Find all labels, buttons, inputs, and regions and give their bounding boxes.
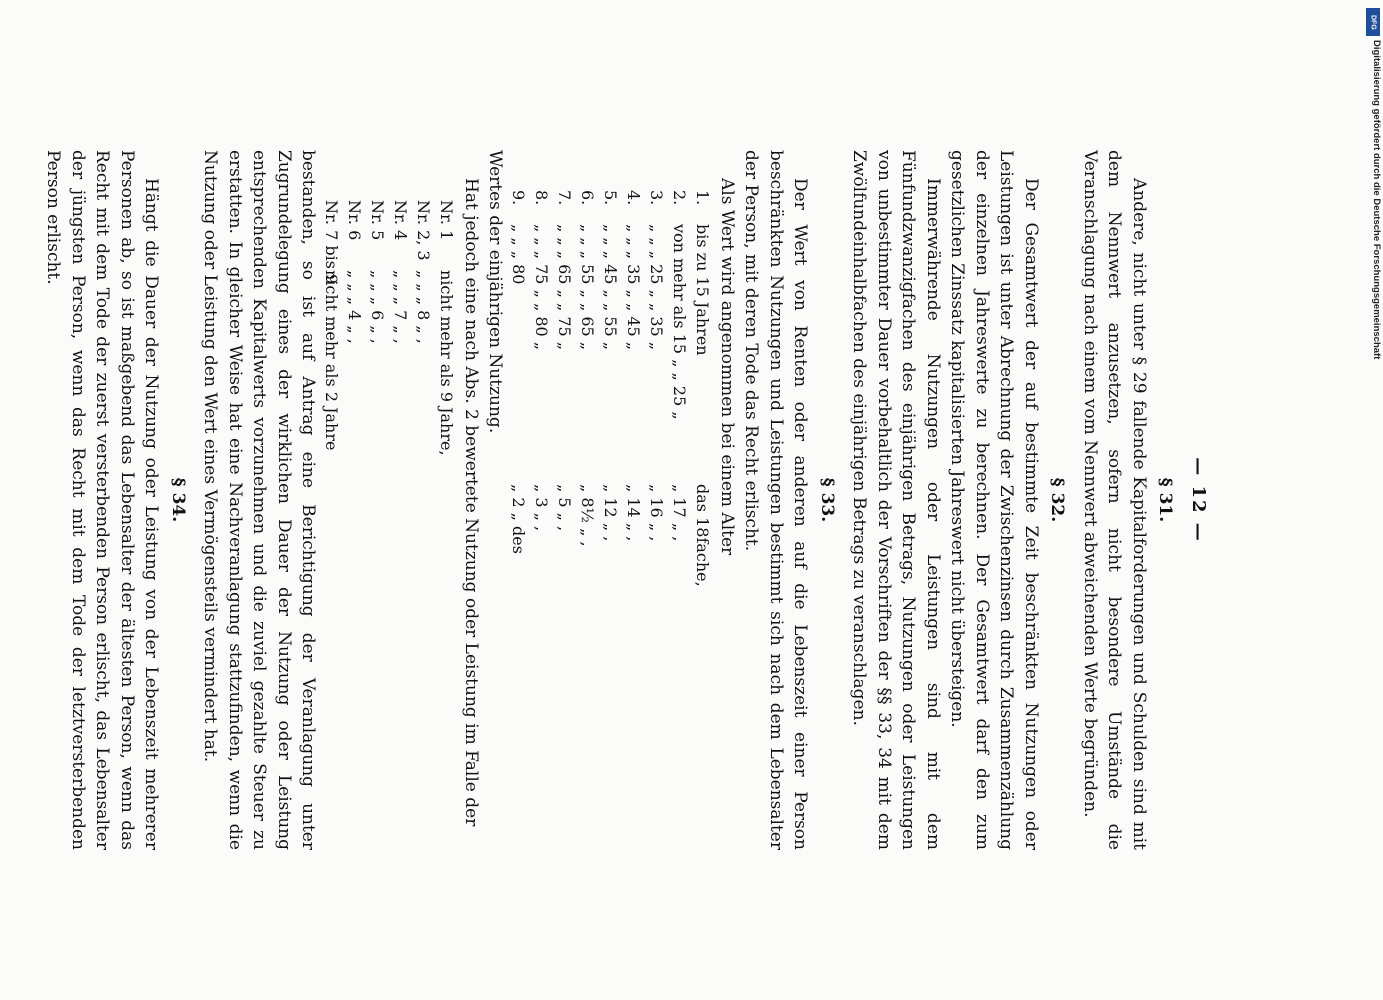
list-item bbox=[390, 200, 413, 850]
section-33-paragraph-3: Hat jedoch eine nach Abs. 2 bewertete Nutzung oder Leistung im Falle der bbox=[461, 178, 481, 827]
nr-label: Nr. 7 bis 9 bbox=[322, 200, 342, 285]
table-row bbox=[669, 190, 692, 850]
row-value: „ 16 „ , bbox=[647, 484, 667, 542]
nr-label: Nr. 4 bbox=[391, 200, 411, 241]
table-row bbox=[623, 190, 646, 850]
section-33-paragraph-2: Als Wert wird angenommen bei einem Alter bbox=[717, 178, 737, 556]
row-range: „ „ „ 75 „ „ 80 „ bbox=[532, 224, 552, 351]
nr-text: „ „ „ 8 „ , bbox=[414, 270, 434, 344]
section-32-heading: § 32. bbox=[1047, 477, 1068, 523]
list-item bbox=[344, 200, 367, 850]
row-value: „ 8½ „ , bbox=[578, 484, 598, 547]
row-value: „ 5 „ , bbox=[555, 484, 575, 532]
section-31-paragraph: Andere, nicht unter § 29 fallende Kapitalforderungen und Schulden sind mit dem Nennwert anzusetzen, sofern nicht besondere Umstände die Veranschlagung nach einem vom Nennwert abweichenden Werte begründen. bbox=[1080, 150, 1149, 850]
nr-label: Nr. 2, 3 bbox=[414, 200, 434, 261]
dfg-logo: DFG bbox=[1366, 8, 1380, 36]
section-31-heading: § 31. bbox=[1155, 477, 1176, 523]
row-range: „ „ „ 25 „ „ 35 „ bbox=[647, 224, 667, 351]
section-33-paragraph-1: Der Wert von Renten oder anderen auf die Lebenszeit einer Person beschränkten Nutzungen und Leistungen bestimmt sich nach dem Lebensalter der Person, mit deren Tode das Recht erlischt. bbox=[741, 150, 811, 850]
table-row bbox=[692, 190, 715, 850]
row-value: „ 2 „ des bbox=[509, 484, 529, 554]
list-item bbox=[367, 200, 390, 850]
row-value: das 18fache, bbox=[693, 484, 713, 587]
age-value-table bbox=[508, 190, 715, 850]
row-range: von mehr als 15 „ „ 25 „ bbox=[670, 224, 690, 420]
list-item bbox=[436, 200, 459, 850]
nr-text: „ „ „ 7 „ , bbox=[391, 270, 411, 344]
table-row bbox=[646, 190, 669, 850]
row-number: 6. bbox=[578, 190, 598, 206]
credit-strip bbox=[1366, 40, 1382, 400]
row-number: 1. bbox=[693, 190, 713, 206]
row-number: 5. bbox=[601, 190, 621, 206]
list-item bbox=[321, 200, 344, 850]
rotated-text-block bbox=[43, 150, 1210, 850]
row-number: 8. bbox=[532, 190, 552, 206]
table-row bbox=[508, 190, 531, 850]
row-value: „ 17 „ , bbox=[670, 484, 690, 542]
section-32-paragraph-2: Immerwährende Nutzungen oder Leistungen sind mit dem Fünfundzwanzigfachen des einjährigen Betrags, Nutzungen oder Leistungen von unbestimmter Dauer vorbehaltlich der Vorschriften der §§ 33, 34 mit dem Zwölfundeinhalbfachen des einjährigen Betrags zu veranschlagen. bbox=[849, 150, 943, 850]
row-number: 7. bbox=[555, 190, 575, 206]
row-value: „ 14 „ , bbox=[624, 484, 644, 542]
row-number: 9. bbox=[509, 190, 529, 206]
row-range: „ „ „ 80 bbox=[509, 224, 529, 285]
section-33-after-table: Wertes der einjährigen Nutzung. bbox=[485, 150, 506, 434]
row-range: bis zu 15 Jahren bbox=[693, 224, 713, 356]
nr-label: Nr. 1 bbox=[437, 200, 457, 241]
section-34-heading: § 34. bbox=[168, 477, 188, 523]
table-row bbox=[531, 190, 554, 850]
digitization-credit: Digitalisierung gefördert durch die Deutsche Forschungsgemeinschaft bbox=[1371, 40, 1382, 360]
row-number: 2. bbox=[670, 190, 690, 206]
nr-text: „ „ „ 4 „ , bbox=[345, 270, 365, 344]
section-34-paragraph: Hängt die Dauer der Nutzung oder Leistung von der Lebenszeit mehrerer Personen ab, so ist maßgebend das Lebensalter der ältesten Person, wenn das Recht mit dem Tode der zuerst versterbenden Person erlischt, das Lebensalter der jüngsten Person, wenn das Recht mit dem Tode der letztversterbenden Person erlischt. bbox=[43, 150, 162, 850]
nr-text: nicht mehr als 2 Jahre bbox=[322, 270, 342, 451]
row-value: „ 3 „ , bbox=[532, 484, 552, 532]
nr-text: „ „ „ 6 „ , bbox=[368, 270, 388, 344]
nr-label: Nr. 5 bbox=[368, 200, 388, 241]
section-33-paragraph-4: bestanden, so ist auf Antrag eine Berichtigung der Veranlagung unter Zugrundelegung eines der wirklichen Dauer der Nutzung oder Leistung entsprechenden Kapitalwerts vorzunehmen und die zuviel gezahlte Steuer zu erstatten. In gleicher Weise hat eine Nachveranlagung stattzufinden, wenn die Nutzung oder Leistung den Wert eines Vermögensteils vermindert hat. bbox=[200, 150, 319, 850]
table-row bbox=[577, 190, 600, 850]
section-33-heading: § 33. bbox=[817, 477, 837, 523]
page-number: — 12 — bbox=[1188, 457, 1209, 543]
nr-text: nicht mehr als 9 Jahre, bbox=[437, 270, 457, 456]
nr-duration-list bbox=[321, 200, 459, 850]
row-range: „ „ „ 45 „ „ 55 „ bbox=[601, 224, 621, 351]
section-32-paragraph-1: Der Gesamtwert der auf bestimmte Zeit beschränkten Nutzungen oder Leistungen ist unter Abrechnung der Zwischenzinsen durch Zusammenzählung der einzelnen Jahreswerte zu berechnen. Der Gesamtwert darf den zum gesetzlichen Zinssatz kapitalisierten Jahreswert nicht übersteigen. bbox=[947, 150, 1041, 850]
row-value: „ 12 „ , bbox=[601, 484, 621, 542]
row-range: „ „ „ 35 „ „ 45 „ bbox=[624, 224, 644, 351]
row-number: 4. bbox=[624, 190, 644, 206]
list-item bbox=[413, 200, 436, 850]
row-range: „ „ „ 55 „ „ 65 „ bbox=[578, 224, 598, 351]
nr-label: Nr. 6 bbox=[345, 200, 365, 241]
row-range: „ „ „ 65 „ „ 75 „ bbox=[555, 224, 575, 351]
table-row bbox=[600, 190, 623, 850]
row-number: 3. bbox=[647, 190, 667, 206]
table-row bbox=[554, 190, 577, 850]
